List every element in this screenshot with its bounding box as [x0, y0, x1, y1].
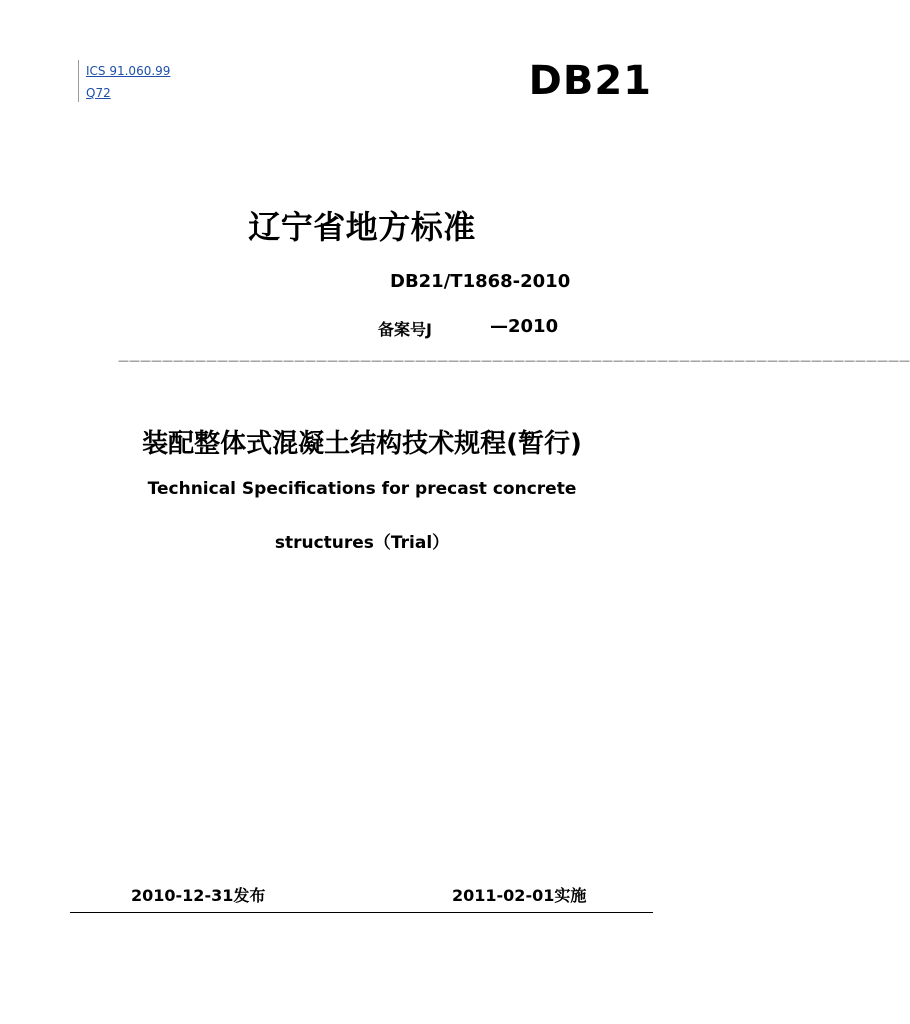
footer-rule	[70, 912, 653, 913]
chinese-title: 装配整体式混凝土结构技术规程(暂行)	[142, 429, 582, 459]
header-margin-rule	[78, 60, 79, 102]
issue-date: 2010-12-31发布	[131, 886, 266, 905]
implementation-date: 2011-02-01实施	[452, 886, 587, 905]
english-title-line-2: structures（Trial）	[274, 533, 450, 553]
filing-number-label: 备案号J	[378, 320, 432, 339]
standard-mark: DB21	[528, 58, 652, 104]
ics-code-link[interactable]: ICS 91.060.99	[86, 64, 171, 78]
filing-number-year: —2010	[490, 316, 559, 337]
english-title-line-1: Technical Specifications for precast concrete	[147, 479, 577, 499]
standard-number: DB21/T1868-2010	[390, 271, 571, 292]
separator-line: ————————————————————————————————————————————————————————————————————————	[118, 354, 910, 367]
document-type-heading: 辽宁省地方标准	[248, 208, 476, 246]
classification-code-link[interactable]: Q72	[86, 86, 111, 100]
